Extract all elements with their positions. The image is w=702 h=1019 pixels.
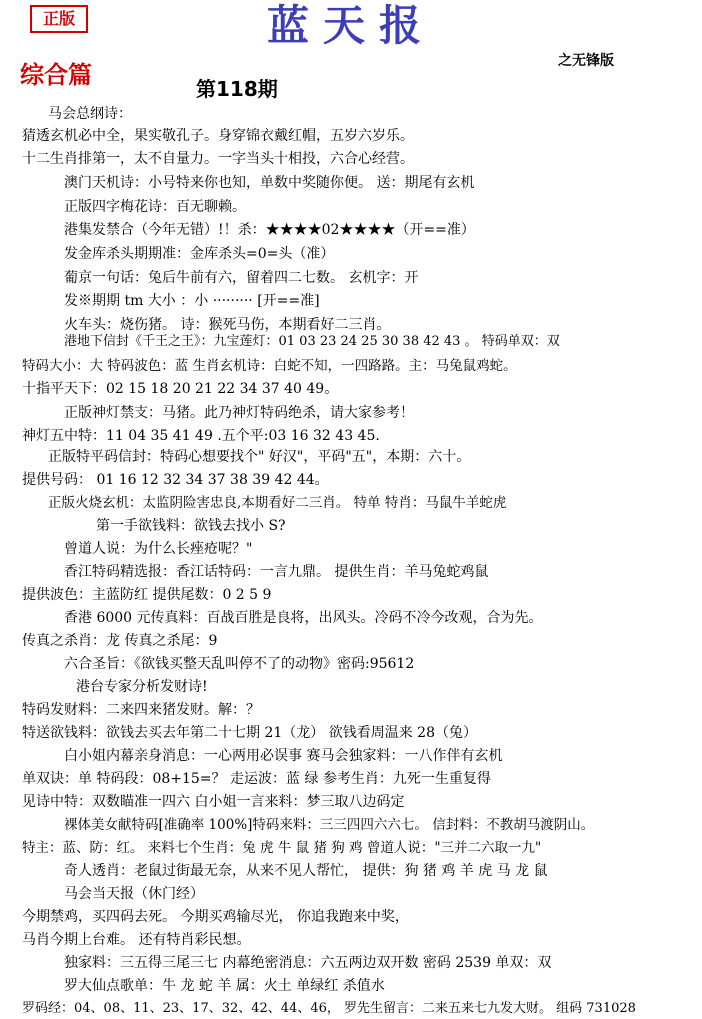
text-line: 曾道人说：为什么长痤疮呢？" — [64, 541, 253, 557]
text-line: 葡京一句话：兔后牛前有六，留着四二七数。 玄机字：开 — [64, 270, 419, 286]
text-line: 特主：蓝、防：红。 来料七个生肖：兔 虎 牛 鼠 猪 狗 鸡 曾道人说："三并二六取一九" — [22, 840, 542, 856]
text-line: 香江特码精选报：香江话特码：一言九鼎。 提供生肖：羊马兔蛇鸡鼠 — [64, 564, 489, 580]
text-line: 十二生肖排第一，太不自量力。一字当头十相投，六合心经营。 — [22, 151, 414, 167]
text-line: 港台专家分析发财诗! — [76, 679, 208, 695]
text-line: 特码发财料：二来四来猪发财。解：？ — [22, 702, 260, 718]
text-line: 裸体美女献特码[准确率 100%]特码来料：三三四四六六七。 信封料：不教胡马渡阴山。 — [64, 817, 595, 833]
text-line: 发金库杀头期期准：金库杀头=0=头（准） — [64, 246, 335, 262]
newspaper-title: 蓝天报 — [266, 1, 435, 50]
text-line: 香港 6000 元传真料：百战百胜是良将，出风头。冷码不冷今改观，合为先。 — [64, 610, 543, 626]
text-line: 正版四字梅花诗：百无聊赖。 — [64, 199, 246, 215]
text-line: 罗码经：04、08、11、23、17、32、42、44、46， 罗先生留言：二来五来七九发大财。 组码 731028 — [22, 1001, 636, 1016]
text-line: 独家料：三五得三尾三七 内幕绝密消息：六五两边双开数 密码 2539 单双：双 — [64, 955, 552, 971]
text-line: 澳门天机诗：小号特来你也知，单数中奖随你便。 送：期尾有玄机 — [64, 175, 475, 191]
text-line: 正版神灯禁支：马猪。此乃神灯特码绝杀，请大家参考！ — [64, 405, 414, 421]
text-line: 提供号码： 01 16 12 32 34 37 38 39 42 44。 — [22, 472, 329, 488]
text-line: 提供波色：主蓝防红 提供尾数：0 2 5 9 — [22, 587, 272, 603]
text-line: 马会当天报（休门经） — [64, 886, 204, 902]
text-line: 罗大仙点歌单：牛 龙 蛇 羊 属：火土 单绿红 杀值水 — [64, 978, 385, 994]
text-line: 神灯五中特：11 04 35 41 49 .五个平:03 16 32 43 45. — [22, 428, 380, 444]
text-line: 传真之杀肖：龙 传真之杀尾：9 — [22, 633, 218, 649]
text-line: 白小姐内幕亲身消息：一心两用必误事 赛马会独家料：一八作伴有玄机 — [64, 748, 503, 764]
text-line: 港集发禁合（今年无错）!！杀：★★★★02★★★★（开==准） — [64, 222, 475, 238]
text-line: 六合圣旨：《欲钱买整天乱叫停不了的动物》密码:95612 — [64, 656, 415, 672]
text-line: 特送欲钱料：欲钱去买去年第二十七期 21（龙） 欲钱看周温来 28（兔） — [22, 725, 477, 741]
text-line: 发※期期 tm 大小 ：小 ········· [开==准] — [64, 293, 320, 309]
text-line: 今期禁鸡，买四码去死。 今期买鸡输尽光， 你追我跑来中奖， — [22, 909, 409, 925]
official-edition-badge: 正版 — [30, 5, 88, 33]
text-line: 火车头：烧伤猪。 诗：猴死马伤，本期看好二三肖。 — [64, 317, 391, 333]
text-line: 马肖今期上台难。 还有特肖彩民想。 — [22, 932, 251, 948]
text-line: 正版火烧玄机：太监阴险害忠良,本期看好二三肖。 特单 特肖：马鼠牛羊蛇虎 — [48, 495, 507, 511]
text-line: 第一手欲钱料：欲钱去找小 S? — [96, 518, 286, 534]
text-line: 马会总纲诗： — [48, 106, 132, 122]
text-line: 十指平天下：02 15 18 20 21 22 34 37 40 49。 — [22, 381, 339, 397]
category-label: 综合篇 — [20, 61, 92, 89]
text-line: 见诗中特：双数瞄准一四六 白小姐一言来料：梦三取八边码定 — [22, 794, 405, 810]
text-line: 猜透玄机必中全，果实敬孔子。身穿锦衣戴红帽，五岁六岁乐。 — [22, 128, 414, 144]
text-line: 港地下信封《千王之王》：九宝莲灯：01 03 23 24 25 30 38 42 43 。 特码单双：双 — [64, 334, 560, 349]
text-line: 奇人透肖：老鼠过街最无奈，从来不见人帮忙， 提供：狗 猪 鸡 羊 虎 马 龙 鼠 — [64, 863, 548, 879]
issue-number: 第118期 — [196, 77, 278, 101]
edition-label: 之无锋版 — [558, 53, 614, 69]
text-line: 正版特平码信封：特码心想要找个" 好汉"，平码"五"，本期：六十。 — [48, 449, 471, 465]
text-line: 单双诀：单 特码段：08+15=？ 走运波：蓝 绿 参考生肖：九死一生重复得 — [22, 771, 491, 787]
text-line: 特码大小：大 特码波色：蓝 生肖玄机诗：白蛇不知，一四路路。主：马兔鼠鸡蛇。 — [22, 358, 517, 374]
